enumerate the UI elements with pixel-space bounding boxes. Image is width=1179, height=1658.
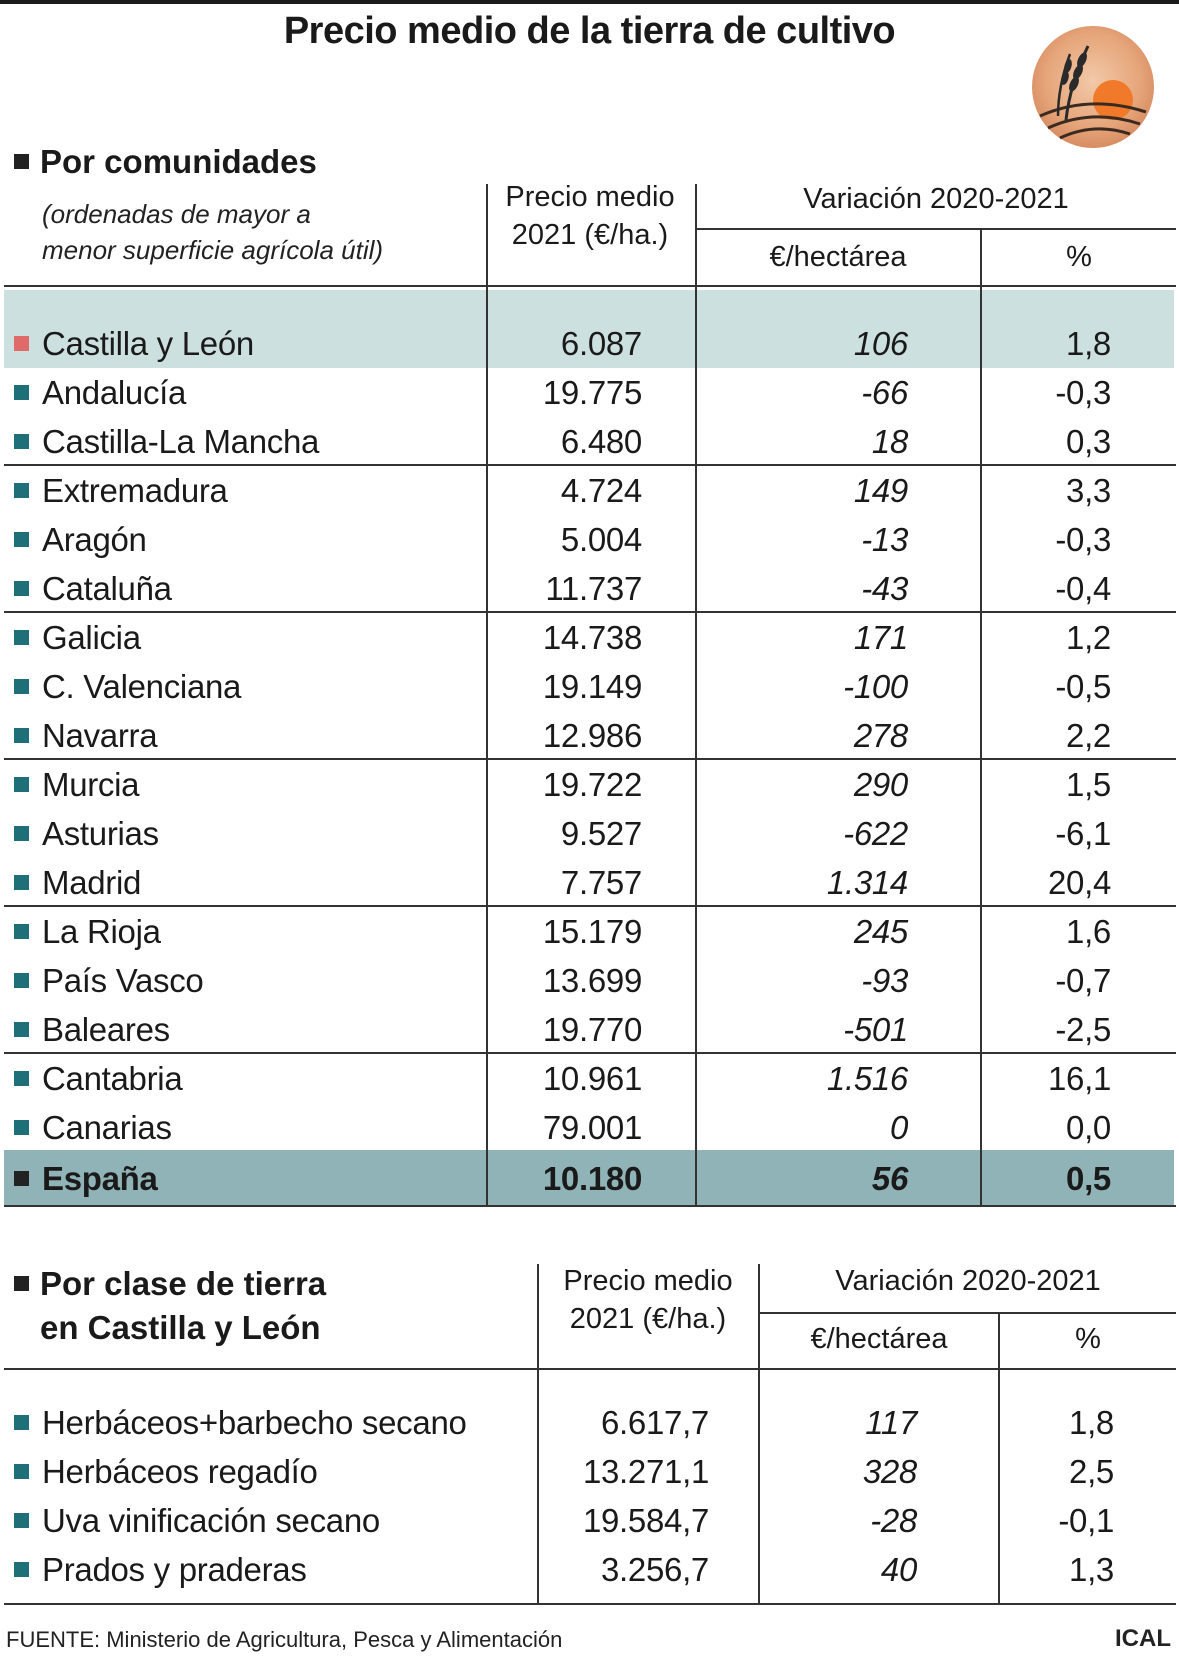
row-name: C. Valenciana	[42, 668, 242, 705]
header-pct-2: %	[1075, 1323, 1101, 1355]
row-name: País Vasco	[42, 962, 204, 999]
row-variation-pct: -0,3	[1055, 521, 1111, 558]
row-variation-eur: 1.516	[826, 1060, 908, 1097]
row-variation-eur: 1.314	[826, 864, 908, 901]
table-bottom-rule-2	[4, 1603, 1176, 1605]
group-rule	[4, 464, 1176, 466]
row-price: 15.179	[542, 913, 642, 950]
row-name: Galicia	[42, 619, 141, 656]
row-price: 10.961	[542, 1060, 642, 1097]
row-name: Uva vinificación secano	[42, 1502, 380, 1539]
row-name: Castilla-La Mancha	[42, 423, 320, 460]
header-price-2-line1: Precio medio	[563, 1265, 733, 1297]
row-name: Herbáceos+barbecho secano	[42, 1404, 467, 1441]
row-variation-pct: 20,4	[1047, 864, 1111, 901]
row-variation-eur: 171	[853, 619, 908, 656]
row-marker-icon	[14, 1513, 29, 1528]
row-variation-pct: 1,3	[1069, 1551, 1114, 1588]
row-name: Extremadura	[42, 472, 228, 509]
row-variation-pct: -0,1	[1058, 1502, 1114, 1539]
row-marker-icon	[14, 728, 29, 743]
group-rule	[4, 1052, 1176, 1054]
row-variation-pct: 1,5	[1066, 766, 1111, 803]
row-marker-icon	[14, 973, 29, 988]
row-price: 19.149	[542, 668, 642, 705]
row-variation-pct: -0,3	[1055, 374, 1111, 411]
header-price	[486, 178, 694, 254]
row-name: Prados y praderas	[42, 1551, 307, 1588]
row-marker-icon	[14, 924, 29, 939]
row-price: 7.757	[560, 864, 642, 901]
row-variation-eur: 290	[853, 766, 908, 803]
row-variation-pct: -2,5	[1055, 1011, 1111, 1048]
row-price: 11.737	[545, 570, 642, 607]
row-price: 10.180	[542, 1160, 642, 1197]
row-variation-pct: 1,2	[1066, 619, 1111, 656]
row-price: 14.738	[542, 619, 642, 656]
row-price: 12.986	[542, 717, 642, 754]
row-marker-icon	[14, 581, 29, 596]
row-variation-pct: -6,1	[1055, 815, 1111, 852]
row-price: 5.004	[560, 521, 642, 558]
page-title: Precio medio de la tierra de cultivo	[283, 10, 896, 52]
top-rule	[0, 0, 1179, 4]
section-title-clase-tierra	[40, 1262, 326, 1350]
row-name: España	[42, 1160, 158, 1197]
row-variation-pct: 0,0	[1066, 1109, 1111, 1146]
row-price: 19.584,7	[582, 1502, 709, 1539]
section2-title-line2: en Castilla y León	[40, 1309, 321, 1346]
row-variation-pct: 2,2	[1066, 717, 1111, 754]
row-name: Aragón	[42, 521, 147, 558]
row-variation-pct: 16,1	[1047, 1060, 1111, 1097]
row-price: 13.699	[542, 962, 642, 999]
group-rule	[4, 905, 1176, 907]
row-price: 19.722	[542, 766, 642, 803]
row-name: La Rioja	[42, 913, 161, 950]
row-name: Cataluña	[42, 570, 172, 607]
row-variation-eur: 18	[871, 423, 908, 460]
section-title-comunidades: Por comunidades	[40, 143, 317, 180]
header-bottom-rule	[4, 285, 1176, 287]
row-marker-icon	[14, 1464, 29, 1479]
row-marker-icon	[14, 1171, 29, 1186]
row-variation-pct: 1,6	[1066, 913, 1111, 950]
row-name: Castilla y León	[42, 325, 254, 362]
row-variation-pct: 0,3	[1066, 423, 1111, 460]
row-variation-eur: 149	[853, 472, 908, 509]
row-name: Cantabria	[42, 1060, 183, 1097]
row-price: 6.087	[560, 325, 642, 362]
row-marker-icon	[14, 336, 29, 351]
section-marker-icon	[14, 154, 29, 169]
header-sub-rule	[696, 228, 1176, 230]
table-bottom-rule	[4, 1205, 1176, 1207]
row-name: Andalucía	[42, 374, 187, 411]
row-name: Asturias	[42, 815, 159, 852]
row-variation-eur: -28	[870, 1502, 917, 1539]
row-variation-pct: -0,5	[1055, 668, 1111, 705]
row-marker-icon	[14, 875, 29, 890]
row-marker-icon	[14, 777, 29, 792]
row-price: 79.001	[542, 1109, 642, 1146]
ordering-note-line1: (ordenadas de mayor a	[42, 199, 311, 229]
row-marker-icon	[14, 1071, 29, 1086]
brand-label: ICAL	[1115, 1625, 1171, 1652]
column-divider	[980, 228, 982, 1206]
row-variation-eur: -622	[843, 815, 908, 852]
row-marker-icon	[14, 679, 29, 694]
row-name: Navarra	[42, 717, 158, 754]
row-name: Herbáceos regadío	[42, 1453, 318, 1490]
row-variation-eur: 40	[880, 1551, 917, 1588]
row-variation-pct: 3,3	[1066, 472, 1111, 509]
header-price-2	[538, 1262, 758, 1338]
row-price: 9.527	[560, 815, 642, 852]
group-rule	[4, 758, 1176, 760]
header-price-line2: 2021 (€/ha.)	[511, 219, 669, 251]
row-name: Baleares	[42, 1011, 170, 1048]
row-variation-eur: 56	[871, 1160, 908, 1197]
row-price: 6.617,7	[600, 1404, 709, 1441]
header-variation: Variación 2020-2021	[803, 183, 1069, 215]
row-variation-pct: -0,7	[1055, 962, 1111, 999]
row-price: 4.724	[560, 472, 642, 509]
row-name: Canarias	[42, 1109, 172, 1146]
row-variation-eur: -13	[861, 521, 908, 558]
row-marker-icon	[14, 1562, 29, 1577]
row-price: 19.770	[542, 1011, 642, 1048]
row-variation-eur: -100	[843, 668, 908, 705]
row-name: Murcia	[42, 766, 140, 803]
header-variation-2: Variación 2020-2021	[835, 1265, 1101, 1297]
group-rule	[4, 611, 1176, 613]
row-marker-icon	[14, 532, 29, 547]
header-price-line1: Precio medio	[505, 181, 675, 213]
source-note: FUENTE: Ministerio de Agricultura, Pesca y Alimentación	[6, 1627, 563, 1652]
header-eur-ha: €/hectárea	[769, 241, 907, 273]
row-variation-eur: 106	[853, 325, 908, 362]
row-marker-icon	[14, 1120, 29, 1135]
row-marker-icon	[14, 483, 29, 498]
ordering-note-line2: menor superficie agrícola útil)	[42, 235, 384, 265]
row-variation-eur: 278	[853, 717, 908, 754]
section-marker-icon	[14, 1276, 29, 1291]
section2-title-line1: Por clase de tierra	[40, 1265, 327, 1302]
row-variation-eur: -43	[861, 570, 908, 607]
row-marker-icon	[14, 1022, 29, 1037]
row-price: 13.271,1	[582, 1453, 709, 1490]
row-variation-eur: -501	[843, 1011, 908, 1048]
header-pct: %	[1066, 241, 1092, 273]
header-bottom-rule-2	[4, 1368, 1176, 1370]
row-variation-eur: 245	[853, 913, 908, 950]
row-variation-eur: -93	[861, 962, 908, 999]
row-price: 3.256,7	[600, 1551, 709, 1588]
row-variation-eur: 117	[865, 1404, 917, 1441]
header-price-2-line2: 2021 (€/ha.)	[569, 1303, 727, 1335]
column-divider	[998, 1312, 1000, 1604]
row-name: Madrid	[42, 864, 142, 901]
row-marker-icon	[14, 630, 29, 645]
row-variation-pct: 1,8	[1069, 1404, 1114, 1441]
column-divider	[537, 1264, 539, 1604]
row-variation-eur: -66	[861, 374, 908, 411]
row-marker-icon	[14, 1415, 29, 1430]
row-variation-pct: 2,5	[1069, 1453, 1114, 1490]
row-price: 19.775	[542, 374, 642, 411]
wheat-sunset-logo-icon	[1030, 24, 1156, 150]
row-variation-pct: -0,4	[1055, 570, 1111, 607]
row-variation-pct: 1,8	[1066, 325, 1111, 362]
header-sub-rule-2	[760, 1312, 1176, 1314]
header-eur-ha-2: €/hectárea	[810, 1323, 948, 1355]
ordering-note	[42, 196, 383, 268]
row-variation-eur: 0	[889, 1109, 908, 1146]
row-marker-icon	[14, 434, 29, 449]
row-marker-icon	[14, 385, 29, 400]
column-divider	[758, 1264, 760, 1604]
row-price: 6.480	[560, 423, 642, 460]
row-variation-eur: 328	[862, 1453, 917, 1490]
row-variation-pct: 0,5	[1066, 1160, 1111, 1197]
row-marker-icon	[14, 826, 29, 841]
